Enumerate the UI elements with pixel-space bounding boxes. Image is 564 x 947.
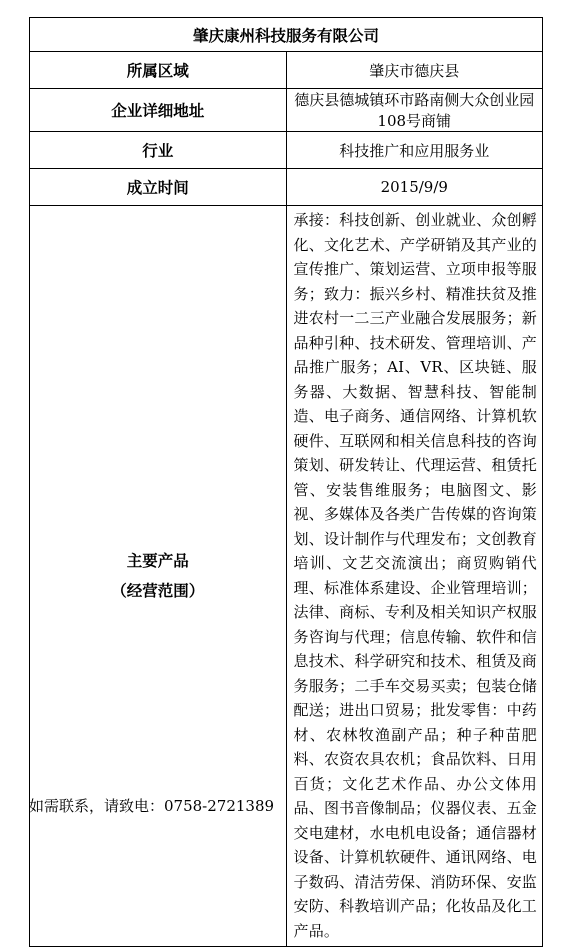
title-row (30, 18, 543, 52)
scope-text: 承接：科技创新、创业就业、众创孵化、文化艺术、产学研销及其产业的宣传推广、策划运营、立项申报等服务；致力：振兴乡村、精准扶贫及推进农村一二三产业融合发展服务；新品种引种、技术研发、管理培训、产品推广服务；AI、VR、区块链、服务器、大数据、智慧科技、智能制造、电子商务、通信网络、计算机软硬件、互联网和相关信息科技的咨询策划、研发转让、代理运营、租赁托管、安装售维服务；电脑图文、影视、多媒体及各类广告传媒的咨询策划、设计制作与代理发布；文创教育培训、文艺交流演出；商贸购销代理、标准体系建设、企业管理培训；法律、商标、专利及相关知识产权服务咨询与代理；信息传输、软件和信息技术、科学研究和技术、租赁及商务服务；二手车交易买卖；包装仓储配送；进出口贸易；批发零售：中药材、农林牧渔副产品；种子种苗肥料、农资农具农机；食品饮料、日用百货；文化艺术作品、办公文体用品、图书音像制品；仪器仪表、五金交电建材，水电机电设备；通信器材设备、计算机软硬件、通讯网络、电子数码、清洁劳保、消防环保、安监安防、科教培训产品；化妆品及化工产品。 (286, 206, 543, 947)
scope-row (30, 206, 543, 947)
industry-value: 科技推广和应用服务业 (286, 132, 543, 169)
region-value: 肇庆市德庆县 (286, 52, 543, 89)
table-row (30, 132, 543, 169)
founded-value: 2015/9/9 (286, 169, 543, 206)
industry-label: 行业 (30, 132, 287, 169)
address-value: 德庆县德城镇环市路南侧大众创业园108号商铺 (286, 89, 543, 132)
contact-footer: 如需联系，请致电：0758-2721389 (29, 797, 275, 815)
table-row (30, 89, 543, 132)
address-label: 企业详细地址 (30, 89, 287, 132)
region-label: 所属区域 (30, 52, 287, 89)
scope-label (30, 206, 287, 947)
table-row (30, 169, 543, 206)
table-row (30, 52, 543, 89)
scope-label-line2: （经营范围） (111, 581, 205, 600)
company-name: 肇庆康州科技服务有限公司 (30, 18, 543, 52)
founded-label: 成立时间 (30, 169, 287, 206)
scope-label-line1: 主要产品 (126, 551, 189, 570)
